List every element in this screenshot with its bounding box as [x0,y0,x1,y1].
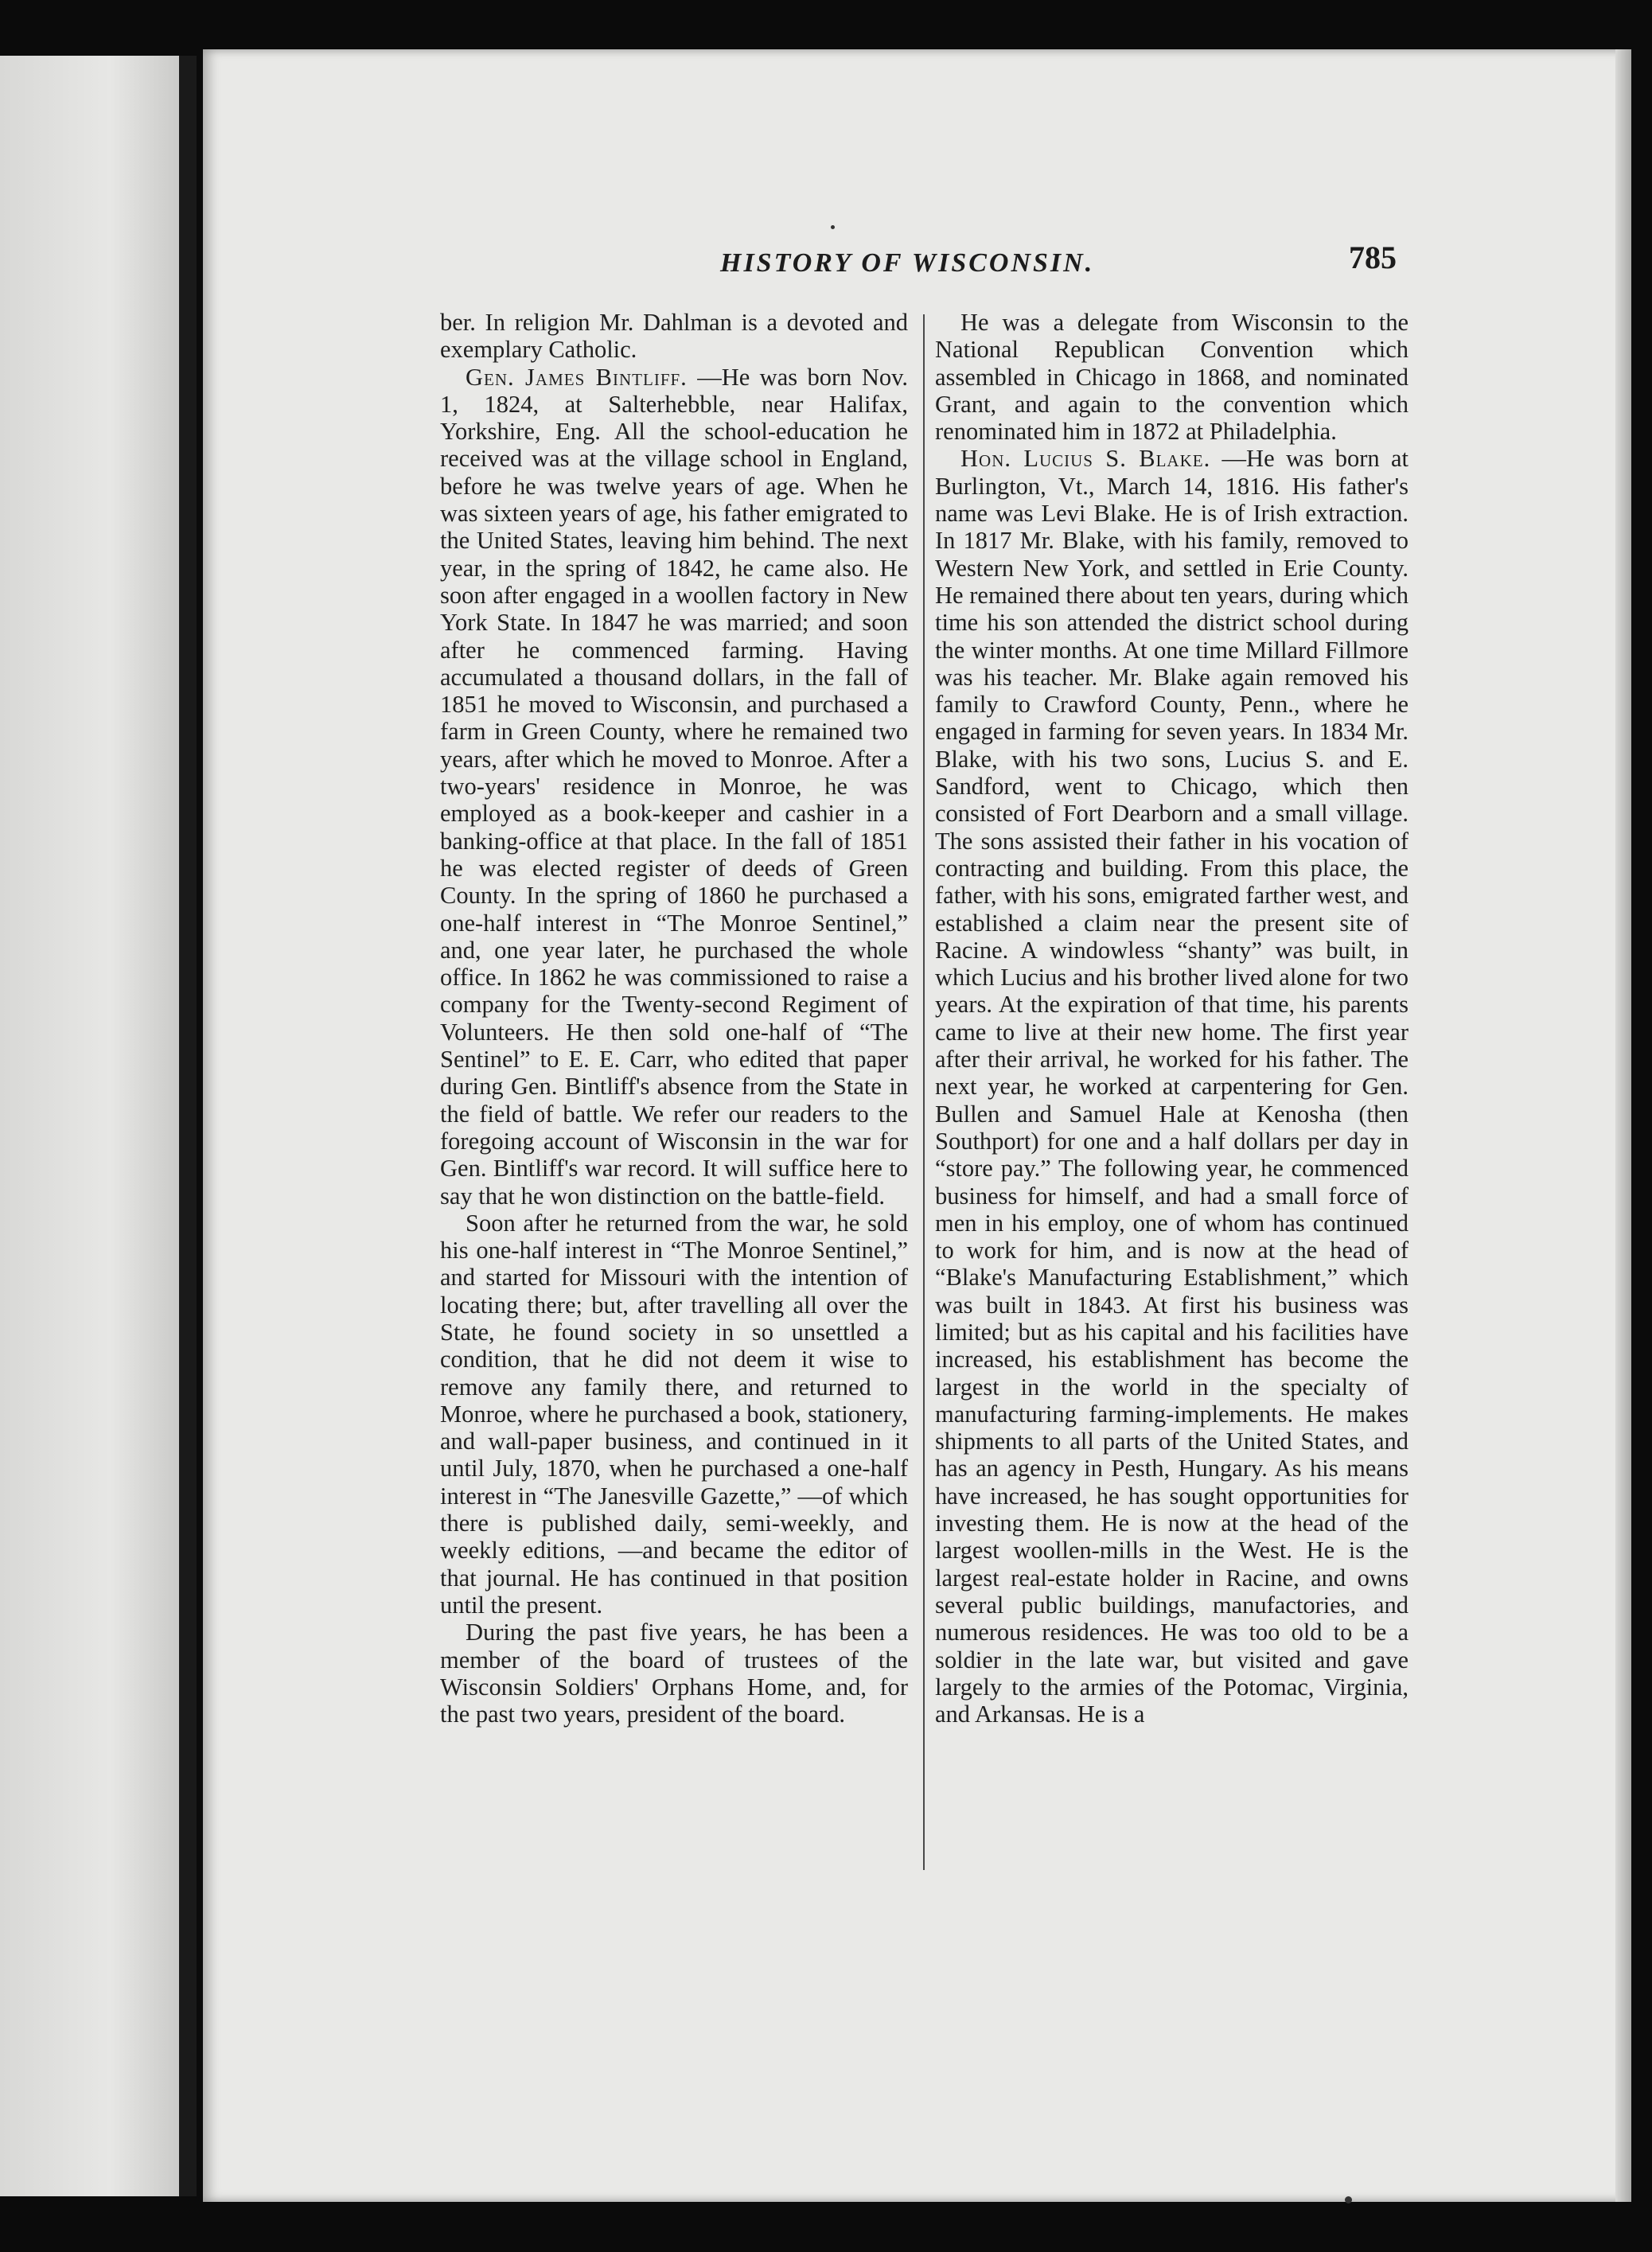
paragraph: ber. In religion Mr. Dahlman is a devoted and exemplary Catholic. [440,309,908,364]
paragraph: He was a delegate from Wisconsin to the National Republican Convention which assembled in Chicago in 1868, and nominated Grant, and again to the convention which renominated him in 1872 at Philadelphia. [935,309,1408,446]
paragraph: Soon after he returned from the war, he sold his one-half interest in “The Monroe Sentinel,” and started for Missouri with the intention of locating there; but, after travelling all over the State, he found society in so unsettled a condition, that he did not deem it wise to remove any family there, and returned to Monroe, where he purchased a book, stationery, and wall-paper business, and continued in it until July, 1870, when he purchased a one-half interest in “The Janesville Gazette,” —of which there is published daily, semi-weekly, and weekly editions, —and became the editor of that journal. He has continued in that position until the present. [440,1209,908,1619]
column-divider [923,314,925,1870]
book-page [203,49,1627,2202]
left-text-column [440,309,908,1728]
book-spine-left-page [0,56,183,2196]
page-edge [1615,49,1631,2202]
scan-speck [1345,2196,1352,2203]
biography-heading: Gen. James Bintliff. [466,363,688,391]
paragraph-body: —He was born Nov. 1, 1824, at Salterhebble, near Halifax, Yorkshire, Eng. All the school-education he received was at the village school in England, before he was twelve years of age. When he was sixteen years of age, his father emigrated to the United States, leaving him behind. The next year, in the spring of 1842, he came also. He soon after engaged in a woollen factory in New York State. In 1847 he was married; and soon after he commenced farming. Having accumulated a thousand dollars, in the fall of 1851 he moved to Wisconsin, and purchased a farm in Green County, where he remained two years, after which he moved to Monroe. After a two-years' residence in Monroe, he was employed as a book-keeper and cashier in a banking-office at that place. In the fall of 1851 he was elected register of deeds of Green County. In the spring of 1860 he purchased a one-half interest in “The Monroe Sentinel,” and, one year later, he purchased the whole office. In 1862 he was commissioned to raise a company for the Twenty-second Regiment of Volunteers. He then sold one-half of “The Sentinel” to E. E. Carr, who edited that paper during Gen. Bintliff's absence from the State in the field of battle. We refer our readers to the foregoing account of Wisconsin in the war for Gen. Bintliff's war record. It will suffice here to say that he won distinction on the battle-field. [440,363,909,1210]
scan-speck [831,225,835,229]
paragraph: During the past five years, he has been a member of the board of trustees of the Wisconsin Soldiers' Orphans Home, and, for the past two years, president of the board. [440,1619,908,1728]
book-gutter [179,56,197,2196]
running-title: HISTORY OF WISCONSIN. [720,248,1095,278]
biography-heading: Hon. Lucius S. Blake. [960,445,1211,473]
paragraph-blake [935,445,1408,1728]
page-header [720,239,1436,286]
page-number: 785 [1349,240,1397,275]
paragraph-body: —He was born at Burlington, Vt., March 14, 1816. His father's name was Levi Blake. He is of Irish extraction. In 1817 Mr. Blake, with his family, removed to Western New York, and settled in Erie County. He remained there about ten years, during which time his son attended the district school during the winter months. At one time Millard Fillmore was his teacher. Mr. Blake again removed his family to Crawford County, Penn., where he engaged in farming for seven years. In 1834 Mr. Blake, with his two sons, Lucius S. and E. Sandford, went to Chicago, which then consisted of Fort Dearborn and a small village. The sons assisted their father in his vocation of contracting and building. From this place, the father, with his sons, emigrated farther west, and established a claim near the present site of Racine. A windowless “shanty” was built, in which Lucius and his brother lived alone for two years. At the expiration of that time, his parents came to live at their new home. The first year after their arrival, he worked for his father. The next year, he worked at carpentering for Gen. Bullen and Samuel Hale at Kenosha (then Southport) for one and a half dollars per day in “store pay.” The following year, he commenced business for himself, and had a small force of men in his employ, one of whom has continued to work for him, and is now at the head of “Blake's Manufacturing Establishment,” which was built in 1843. At first his business was limited; but as his capital and his facilities have increased, his establishment has become the largest in the world in the specialty of manufacturing farming-implements. He makes shipments to all parts of the United States, and has an agency in Pesth, Hungary. As his means have increased, he has sought opportunities for investing them. He is now at the head of the largest woollen-mills in the West. He is the largest real-estate holder in Racine, and owns several public buildings, manufactories, and numerous residences. He was too old to be a soldier in the late war, but visited and gave largely to the armies of the Potomac, Virginia, and Arkansas. He is a [935,445,1408,1728]
right-text-column [935,309,1408,1728]
paragraph-bintliff [440,364,908,1210]
